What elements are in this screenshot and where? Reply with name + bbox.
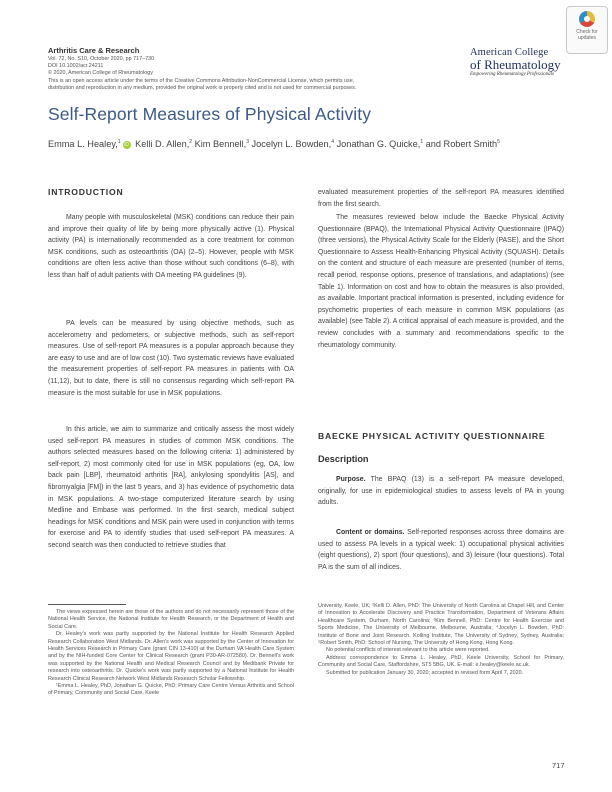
logo-line-1: American College (470, 47, 549, 58)
crossmark-icon (579, 11, 595, 27)
author-5-affil: 1 (420, 139, 424, 145)
author-5: Jonathan G. Quicke, (336, 139, 421, 150)
subheading-description: Description (318, 454, 369, 464)
journal-volume: Vol. 72, No. S10, October 2020, pp 717–730 (48, 56, 155, 62)
orcid-icon[interactable]: iD (124, 142, 129, 149)
logo-tagline: Empowering Rheumatology Professionals (470, 72, 554, 77)
content-text: Self-reported responses across three domains are used to assess PA levels in a typical week: 1) occupational physical activities (eight questions), 2) sport (four questions), and 3) leisure (four questions). Total PA is the sum of all indices. (318, 529, 564, 571)
page-number: 717 (552, 761, 565, 770)
author-4: Jocelyn L. Bowden, (251, 139, 332, 150)
footnote-affiliations: University, Keele, UK; ²Kelli D. Allen, PhD: The University of North Carolina at Chapel Hill, and Center of Innovation to Accelerate Discovery and Practice Transformation, Department of Veterans Affairs Healthcare System, Durham, North Carolina; ³Kim Bennell, PhD: Centre for Health Exercise and Sports Medicine, The University of Melbourne, Melbourne, Australia; ⁴Jocelyn L. Bowden, PhD: Institute of Bone and Joint Research, Kolling Institute, The University of Sydney, Sydney, Australia; ⁵Robert Smith, PhD: School of Nursing, The University of Hong Kong, Hong Kong. (318, 603, 564, 647)
author-list (48, 139, 588, 149)
right-paragraph-continued: evaluated measurement properties of the self-report PA measures identified from the first search. (318, 189, 564, 208)
footnote-correspondence: Address correspondence to Emma L. Healey, PhD, Keele University, School for Primary, Community and Social Care, Staffordshire, ST5 5BG, UK. E-mail: e.healey@keele.ac.uk. (318, 654, 564, 669)
left-footnotes (48, 609, 294, 698)
journal-copyright: © 2020, American College of Rheumatology (48, 70, 153, 77)
footnote-affiliation-1: ¹Emma L. Healey, PhD, Jonathan G. Quicke, PhD: Primary Care Centre Versus Arthritis and School of Primary, Community and Social Care, Keele (48, 683, 294, 697)
badge-line-1: Check for (576, 29, 598, 35)
author-6-affil: 5 (497, 139, 500, 145)
section-heading-introduction: INTRODUCTION (48, 187, 124, 197)
content-label: Content or domains. (336, 529, 405, 536)
author-1: Emma L. Healey, (48, 139, 118, 150)
journal-header (48, 46, 468, 92)
footnote-divider (48, 604, 126, 605)
logo-line-2: of Rheumatology (470, 57, 561, 72)
author-3: Kim Bennell, (194, 139, 247, 150)
section-heading-baecke: BAECKE PHYSICAL ACTIVITY QUESTIONNAIRE (318, 431, 546, 441)
purpose-label: Purpose. (336, 476, 366, 483)
author-2-affil: 2 (189, 139, 193, 145)
right-footnotes (318, 603, 564, 677)
journal-name: Arthritis Care & Research (48, 46, 140, 55)
acr-logo (470, 47, 570, 78)
check-for-updates-badge[interactable] (566, 6, 608, 54)
intro-paragraph-1: Many people with musculoskeletal (MSK) conditions can reduce their pain and improve their quality of life by being more physically active (1). Physical activity (PA) is internationally recommended as a core treatment for common MSK conditions, such as osteoarthritis (OA) (2–5). However, people with MSK conditions are often less active than those without such conditions (6–8), with less than half of adult patients with OA meeting PA guidelines (9). (48, 214, 294, 279)
footnote-funding: Dr. Healey's work was partly supported by the National Institute for Health Research Applied Research Collaboration West Midlands. Dr. Allen's work was supported by the Center of Innovation for Health Services Research in Primary Care (grant CIN 13-410) at the Durham VA Health Care System and by the NIH-funded Core Center for Clinical Research (grant P30-AR-072580). Dr. Bennell's work was supported by the National Health and Medical Research Council and by Medibank Private for research into osteoarthritis. Dr. Quicke's work was partly supported by a National Institute for Health Research Clinical Research Network West Midlands Research Scholar Fellowship. (48, 631, 294, 682)
intro-paragraph-3: In this article, we aim to summarize and critically assess the most widely used self-report PA measures in studies of common MSK conditions. The authors selected measures based on the following criteria: 1) administered by self-report, 2) most commonly cited for use in MSK populations (eg, OA, low back pain [LBP], rheumatoid arthritis [RA], ankylosing spondylitis [AS], and fibromyalgia [FM]) in the last 5 years, and 3) has evidence of psychometric data in MSK populations. A two-stage computerized literature search by using Medline and Embase was performed. In the first search, medical subject headings for MSK conditions and MSK pain were used in conjunction with terms for exercise and PA to identify studies that used self-report PA measures. A second search was then conducted to retrieve studies that (48, 426, 294, 549)
author-2: Kelli D. Allen, (135, 139, 190, 150)
footnote-disclaimer: The views expressed herein are those of the authors and do not necessarily represent those of the National Health Service, the National Institute for Health Research, or the Department of Health and Social Care. (48, 609, 294, 630)
purpose-text: The BPAQ (13) is a self-report PA measure developed, originally, for use in epidemiological studies to assess levels of PA in young adults. (318, 476, 564, 507)
author-1-affil: 1 (117, 139, 121, 145)
footnote-conflicts: No potential conflicts of interest relevant to this article were reported. (326, 647, 490, 654)
license-line-1: This is an open access article under the terms of the Creative Commons Attribution-NonCommercial License, which permits use, (48, 77, 355, 84)
content-paragraph (318, 527, 564, 573)
author-3-affil: 3 (246, 139, 249, 145)
right-paragraph-1: The measures reviewed below include the Baecke Physical Activity Questionnaire (BPAQ), the International Physical Activity Questionnaire (IPAQ) (three versions), the Physical Activity Scale for the Elderly (PASE), and the Short Questionnaire to Assess Health-Enhancing Physical Activity (SQUASH). Details on the content and structure of each measure are presented (number of items, recall period, response options, presence of translations, and adaptations) (see Table 1). Information on cost and how to obtain the measures is also provided, as available. Important practical information is presented, including evidence for psychometric properties of each measure in common MSK populations (as available) (see Table 2). A critical appraisal of each measure is provided, and the review concludes with a summary and recommendations specific to the rheumatology community. (318, 214, 564, 349)
badge-line-2: updates (578, 35, 596, 41)
footnote-submission: Submitted for publication January 30, 2020; accepted in revised form April 7, 2020. (326, 669, 524, 676)
journal-doi: DOI 10.1002/acr.24211 (48, 63, 104, 70)
author-4-affil: 4 (331, 139, 334, 145)
license-line-2: distribution and reproduction in any medium, provided the original work is properly cited and is not used for commercial purposes. (48, 84, 357, 91)
article-title: Self-Report Measures of Physical Activity (48, 104, 372, 124)
purpose-paragraph (318, 474, 564, 509)
author-6: and Robert Smith (425, 139, 498, 150)
left-column (48, 187, 294, 197)
intro-paragraph-2: PA levels can be measured by using objective methods, such as accelerometry and pedometers, or subjective methods, such as self-report measures. Use of self-report PA measures is a popular approach because they are easy to use and are of low cost (10). Two systematic reviews have evaluated the measurement properties of self-report PA measures in patients with OA (11,12), but to date, there is still no consensus regarding which self-report PA measure is the most suitable for use in MSK populations. (48, 320, 294, 397)
